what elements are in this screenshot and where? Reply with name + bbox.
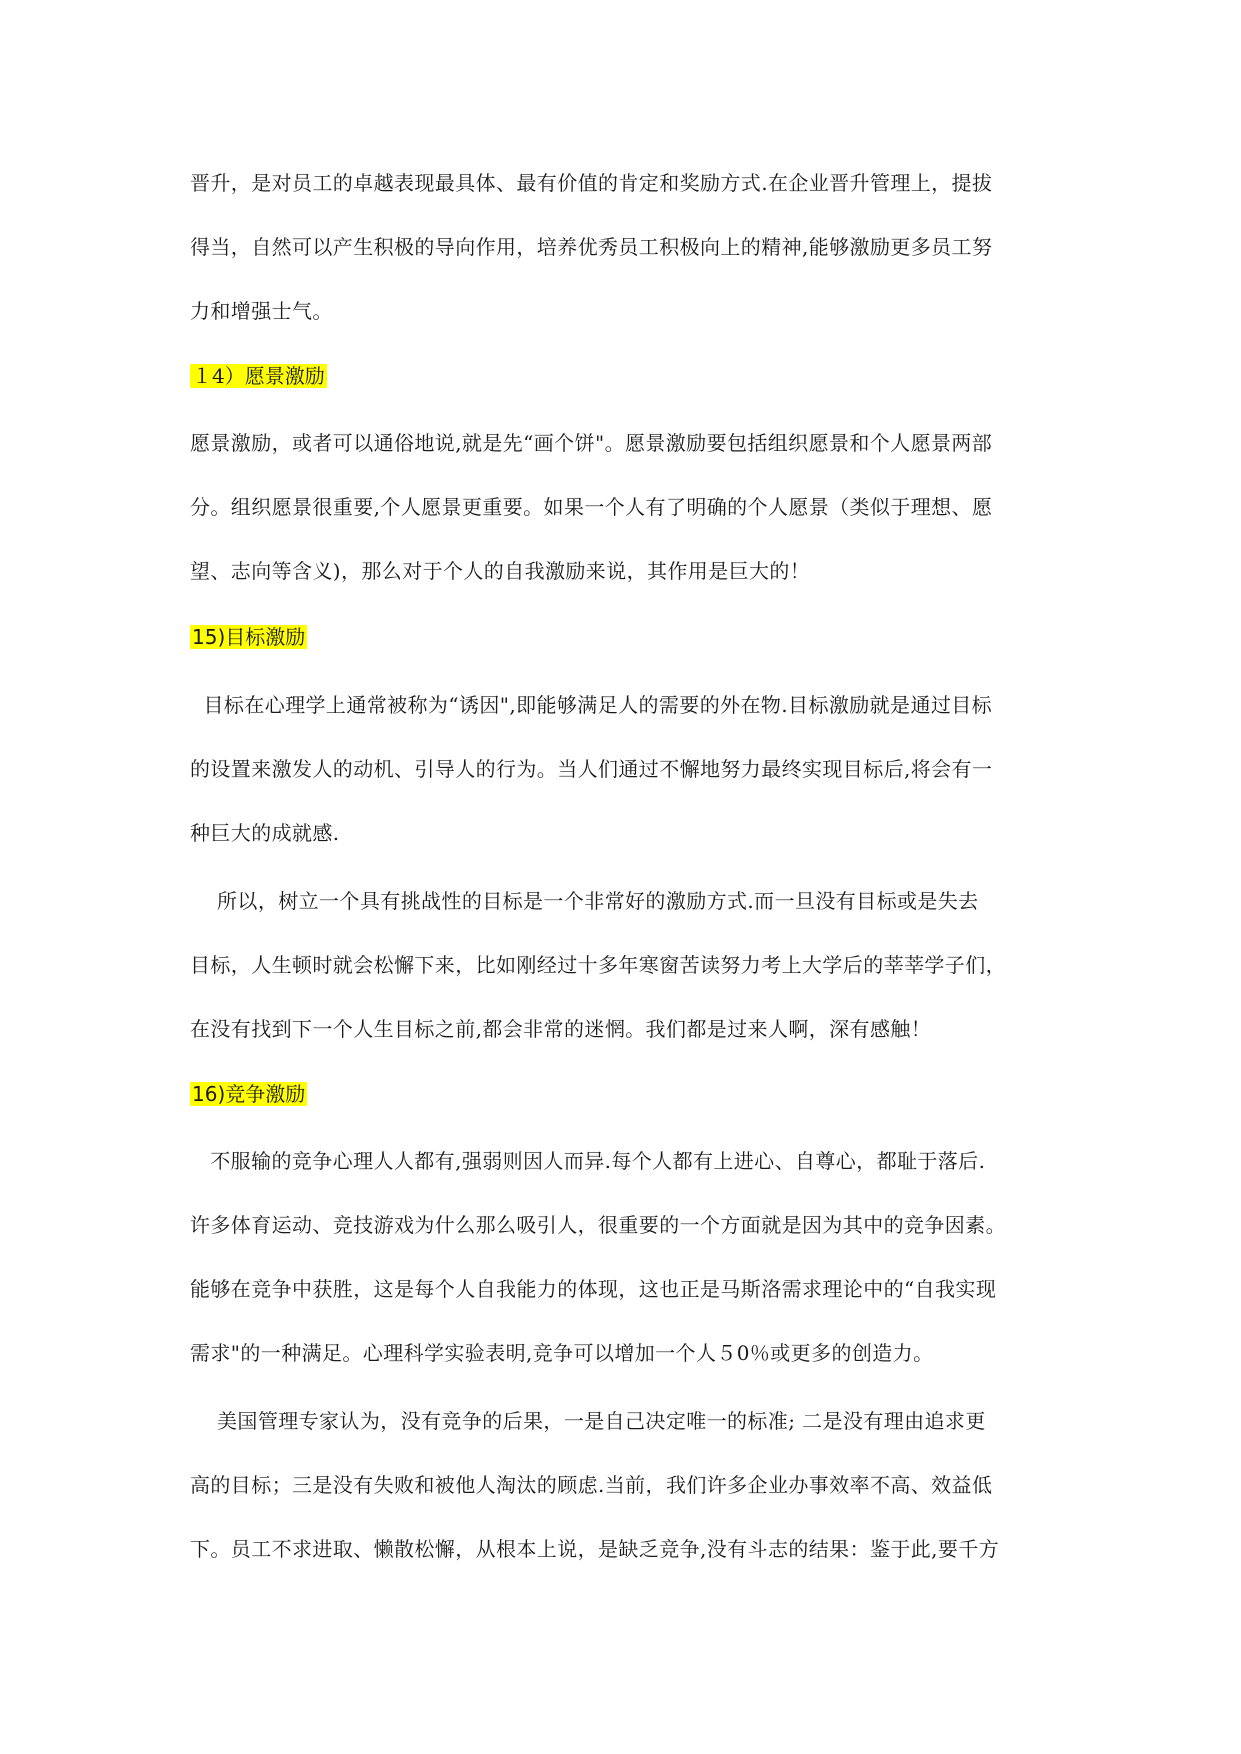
paragraph-line: 种巨大的成就感. bbox=[190, 821, 340, 845]
paragraph-line: 望、志向等含义)，那么对于个人的自我激励来说，其作用是巨大的！ bbox=[190, 559, 811, 583]
paragraph-line: 美国管理专家认为，没有竞争的后果，一是自己决定唯一的标准; 二是没有理由追求更 bbox=[190, 1409, 986, 1433]
paragraph-line: 分。组织愿景很重要,个人愿景更重要。如果一个人有了明确的个人愿景（类似于理想、愿 bbox=[190, 495, 993, 519]
paragraph-line: 许多体育运动、竞技游戏为什么那么吸引人，很重要的一个方面就是因为其中的竞争因素。 bbox=[190, 1213, 1006, 1237]
heading-text: 15)目标激励 bbox=[192, 625, 306, 649]
paragraph-line: 目标在心理学上通常被称为“诱因",即能够满足人的需要的外在物.目标激励就是通过目标 bbox=[190, 693, 993, 717]
heading-text: １4）愿景激励 bbox=[192, 364, 325, 388]
paragraph-line: 所以，树立一个具有挑战性的目标是一个非常好的激励方式.而一旦没有目标或是失去 bbox=[190, 889, 979, 913]
paragraph-line: 愿景激励，或者可以通俗地说,就是先“画个饼"。愿景激励要包括组织愿景和个人愿景两部 bbox=[190, 431, 993, 455]
paragraph-line: 得当，自然可以产生积极的导向作用，培养优秀员工积极向上的精神,能够激励更多员工努 bbox=[190, 235, 993, 259]
heading-text: 16)竞争激励 bbox=[192, 1082, 306, 1106]
paragraph-line: 的设置来激发人的动机、引导人的行为。当人们通过不懈地努力最终实现目标后,将会有一 bbox=[190, 757, 993, 781]
section-heading-14 bbox=[190, 362, 327, 390]
paragraph-line: 目标，人生顿时就会松懈下来，比如刚经过十多年寒窗苦读努力考上大学后的莘莘学子们， bbox=[190, 953, 1006, 977]
paragraph-line: 在没有找到下一个人生目标之前,都会非常的迷惘。我们都是过来人啊，深有感触！ bbox=[190, 1017, 932, 1041]
paragraph-line: 力和增强士气。 bbox=[190, 299, 333, 323]
section-heading-15 bbox=[190, 623, 307, 651]
section-heading-16 bbox=[190, 1080, 307, 1108]
paragraph-line: 高的目标；三是没有失败和被他人淘汰的顾虑.当前，我们许多企业办事效率不高、效益低 bbox=[190, 1473, 993, 1497]
paragraph-line: 不服输的竞争心理人人都有,强弱则因人而异.每个人都有上进心、自尊心，都耻于落后. bbox=[190, 1149, 986, 1173]
paragraph-line: 晋升，是对员工的卓越表现最具体、最有价值的肯定和奖励方式.在企业晋升管理上，提拔 bbox=[190, 171, 993, 195]
paragraph-line: 能够在竞争中获胜，这是每个人自我能力的体现，这也正是马斯洛需求理论中的“自我实现 bbox=[190, 1277, 997, 1301]
paragraph-line: 需求"的一种满足。心理科学实验表明,竞争可以增加一个人５0％或更多的创造力。 bbox=[190, 1341, 934, 1365]
paragraph-line: 下。员工不求进取、懒散松懈，从根本上说，是缺乏竞争,没有斗志的结果：鉴于此,要千方 bbox=[190, 1537, 1000, 1561]
